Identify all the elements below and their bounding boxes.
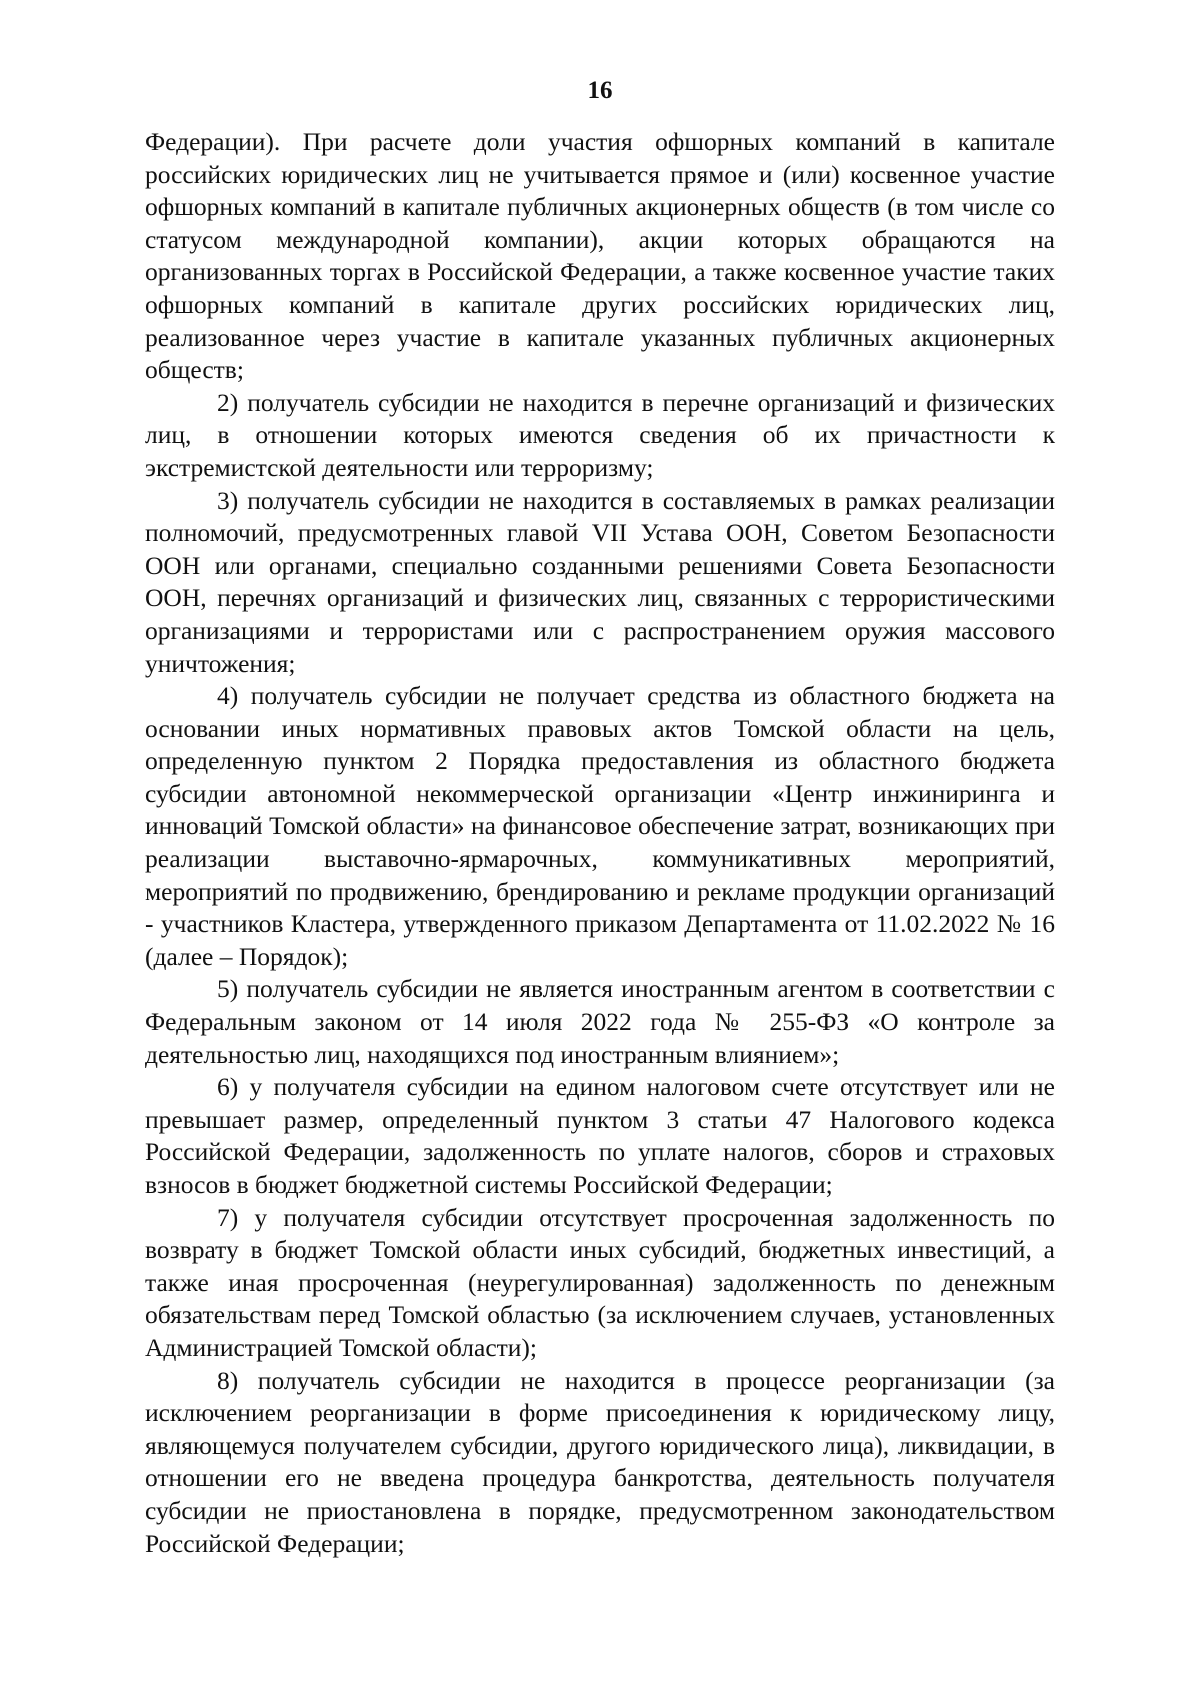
page-number: 16 xyxy=(587,77,613,104)
paragraph-item-7: 7) у получателя субсидии отсутствует просроченная задолженность по возврату в бюджет Томской области иных субсидий, бюджетных инвестиций, а также иная просроченная (неурегулированная) задолженность по денежным обязательствам перед Томской областью (за исключением случаев, установленных Администрацией Томской области); xyxy=(145,1202,1055,1362)
document-body xyxy=(145,126,1055,1560)
paragraph-item-2: 2) получатель субсидии не находится в перечне организаций и физических лиц, в отношении которых имеются сведения об их причастности к экстремистской деятельности или терроризму; xyxy=(145,387,1055,482)
paragraph-item-4: 4) получатель субсидии не получает средства из областного бюджета на основании иных нормативных правовых актов Томской области на цель, определенную пунктом 2 Порядка предоставления из областного бюджета субсидии автономной некоммерческой организации «Центр инжиниринга и инноваций Томской области» на финансовое обеспечение затрат, возникающих при реализации выставочно-ярмарочных, коммуникативных мероприятий, мероприятий по продвижению, брендированию и рекламе продукции организаций - участников Кластера, утвержденного приказом Департамента от 11.02.2022 № 16 (далее – Порядок); xyxy=(145,681,1055,971)
paragraph-item-6: 6) у получателя субсидии на едином налоговом счете отсутствует или не превышает размер, определенный пунктом 3 статьи 47 Налогового кодекса Российской Федерации, задолженность по уплате налогов, сборов и страховых взносов в бюджет бюджетной системы Российской Федерации; xyxy=(145,1072,1055,1199)
paragraph-continuation: Федерации). При расчете доли участия офшорных компаний в капитале российских юридических лиц не учитывается прямое и (или) косвенное участие офшорных компаний в капитале публичных акционерных обществ (в том числе со статусом международной компании), акции которых обращаются на организованных торгах в Российской Федерации, а также косвенное участие таких офшорных компаний в капитале других российских юридических лиц, реализованное через участие в капитале указанных публичных акционерных обществ; xyxy=(145,127,1055,385)
paragraph-item-3: 3) получатель субсидии не находится в составляемых в рамках реализации полномочий, предусмотренных главой VII Устава ООН, Советом Безопасности ООН или органами, специально созданными решениями Совета Безопасности ООН, перечнях организаций и физических лиц, связанных с террористическими организациями и террористами или с распространением оружия массового уничтожения; xyxy=(145,485,1055,678)
paragraph-item-8: 8) получатель субсидии не находится в процессе реорганизации (за исключением реорганизации в форме присоединения к юридическому лицу, являющемуся получателем субсидии, другого юридического лица), ликвидации, в отношении его не введена процедура банкротства, деятельность получателя субсидии не приостановлена в порядке, предусмотренном законодательством Российской Федерации; xyxy=(145,1365,1055,1558)
paragraph-item-5: 5) получатель субсидии не является иностранным агентом в соответствии с Федеральным законом от 14 июля 2022 года № 255-ФЗ «О контроле за деятельностью лиц, находящихся под иностранным влиянием»; xyxy=(145,974,1055,1069)
